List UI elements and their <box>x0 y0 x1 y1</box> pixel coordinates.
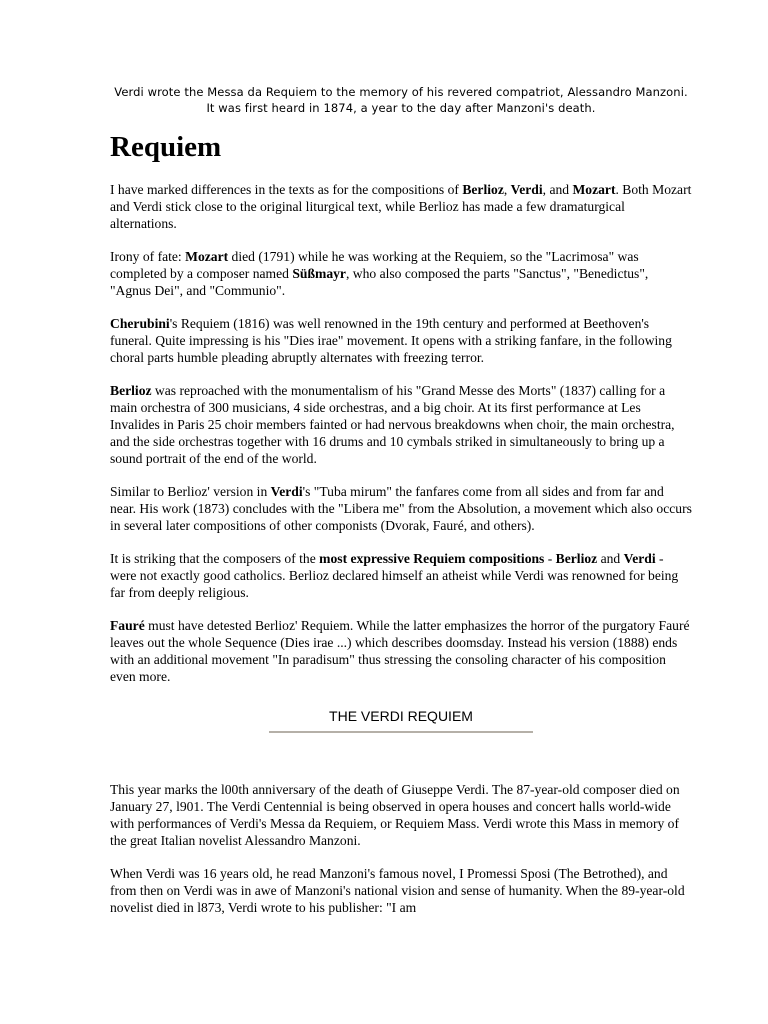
paragraph-verdi-tuba <box>110 483 692 534</box>
paragraph-mozart <box>110 248 692 299</box>
bold-text: Süßmayr <box>292 266 346 281</box>
text: , who also composed the parts "Sanctus", "Benedictus", "Agnus Dei", and "Communio". <box>110 266 649 298</box>
bold-text: most expressive Requiem compositions <box>319 551 545 566</box>
text: I have marked differences in the texts as for the compositions of <box>110 182 463 197</box>
text: , <box>503 182 511 197</box>
bold-text: Fauré <box>110 618 145 633</box>
intro-caption: Verdi wrote the Messa da Requiem to the memory of his revered compatriot, Alessandro Manzoni. It was first heard in 1874, a year to the day after Manzoni's death. <box>114 85 688 115</box>
paragraph-manzoni: When Verdi was 16 years old, he read Manzoni's famous novel, I Promessi Sposi (The Betrothed), and from then on Verdi was in awe of Manzoni's national vision and sense of humanity. When the 89-year-old novelist died in l873, Verdi wrote to his publisher: "I am <box>110 866 685 915</box>
text: 's "Tuba mirum" the fanfares come from all sides and from far and near. His work (1873) concludes with the "Libera me" from the Absolution, a movement which also occurs in several later compositions of other componists (Dvorak, Fauré, and others). <box>110 484 692 533</box>
section-heading: THE VERDI REQUIEM <box>329 708 473 724</box>
page-title: Requiem <box>110 131 222 163</box>
text: 's Requiem (1816) was well renowned in the 19th century and performed at Beethoven's funeral. Quite impressing is his "Dies irae" movement. It opens with a striking fanfare, in the following choral parts humble pleading abruptly alternates with freezing terror. <box>110 316 672 365</box>
paragraph-cherubini <box>110 315 692 366</box>
paragraph-differences <box>110 181 692 232</box>
bold-text: Verdi <box>623 551 656 566</box>
paragraph-faure <box>110 617 692 685</box>
paragraph-berlioz <box>110 382 692 467</box>
section-divider <box>269 731 533 733</box>
paragraph-centennial: This year marks the l00th anniversary of the death of Giuseppe Verdi. The 87-year-old composer died on January 27, l901. The Verdi Centennial is being observed in opera houses and concert halls world-wide with performances of Verdi's Messa da Requiem, or Requiem Mass. Verdi wrote this Mass in memory of the great Italian novelist Alessandro Manzoni. <box>110 782 680 848</box>
text: died (1791) while he was working at the Requiem, so the "Lacrimosa" was completed by a composer named <box>110 249 639 281</box>
text: was reproached with the monumentalism of his "Grand Messe des Morts" (1837) calling for a main orchestra of 300 musicians, 4 side orchestras, and a big choir. At its first performance at Les Invalides in Paris 25 choir members fainted or had nervous breakdowns when choir, the main orchestra, and the side orchestras together with 16 drums and 10 cymbals striked in simultaneously to bring up a sound portrait of the end of the world. <box>110 383 675 466</box>
bold-text: Mozart <box>185 249 229 264</box>
paragraph-composers <box>110 550 692 601</box>
text: - were not exactly good catholics. Berlioz declared himself an atheist while Verdi was renowned for being far from deeply religious. <box>110 551 679 600</box>
text: must have detested Berlioz' Requiem. While the latter emphasizes the horror of the purgatory Fauré leaves out the whole Sequence (Dies irae ...) which describes doomsday. Instead his version (1888) ends with an additional movement "In paradisum" thus stressing the consoling character of his composition even more. <box>110 618 690 684</box>
text: , and <box>542 182 573 197</box>
bold-text: Verdi <box>510 182 543 197</box>
bold-text: Verdi <box>270 484 303 499</box>
bold-text: Cherubini <box>110 316 170 331</box>
bold-text: Berlioz <box>555 551 598 566</box>
text: Irony of fate: <box>110 249 186 264</box>
bold-text: Berlioz <box>110 383 152 398</box>
text: Similar to Berlioz' version in <box>110 484 271 499</box>
text: . Both Mozart and Verdi stick close to the original liturgical text, while Berlioz has made a few dramaturgical alternations. <box>110 182 692 231</box>
bold-text: Berlioz <box>462 182 504 197</box>
document-page <box>110 84 692 932</box>
bold-text: Mozart <box>572 182 616 197</box>
text: - <box>544 551 556 566</box>
text: and <box>597 551 624 566</box>
text: It is striking that the composers of the <box>110 551 320 566</box>
